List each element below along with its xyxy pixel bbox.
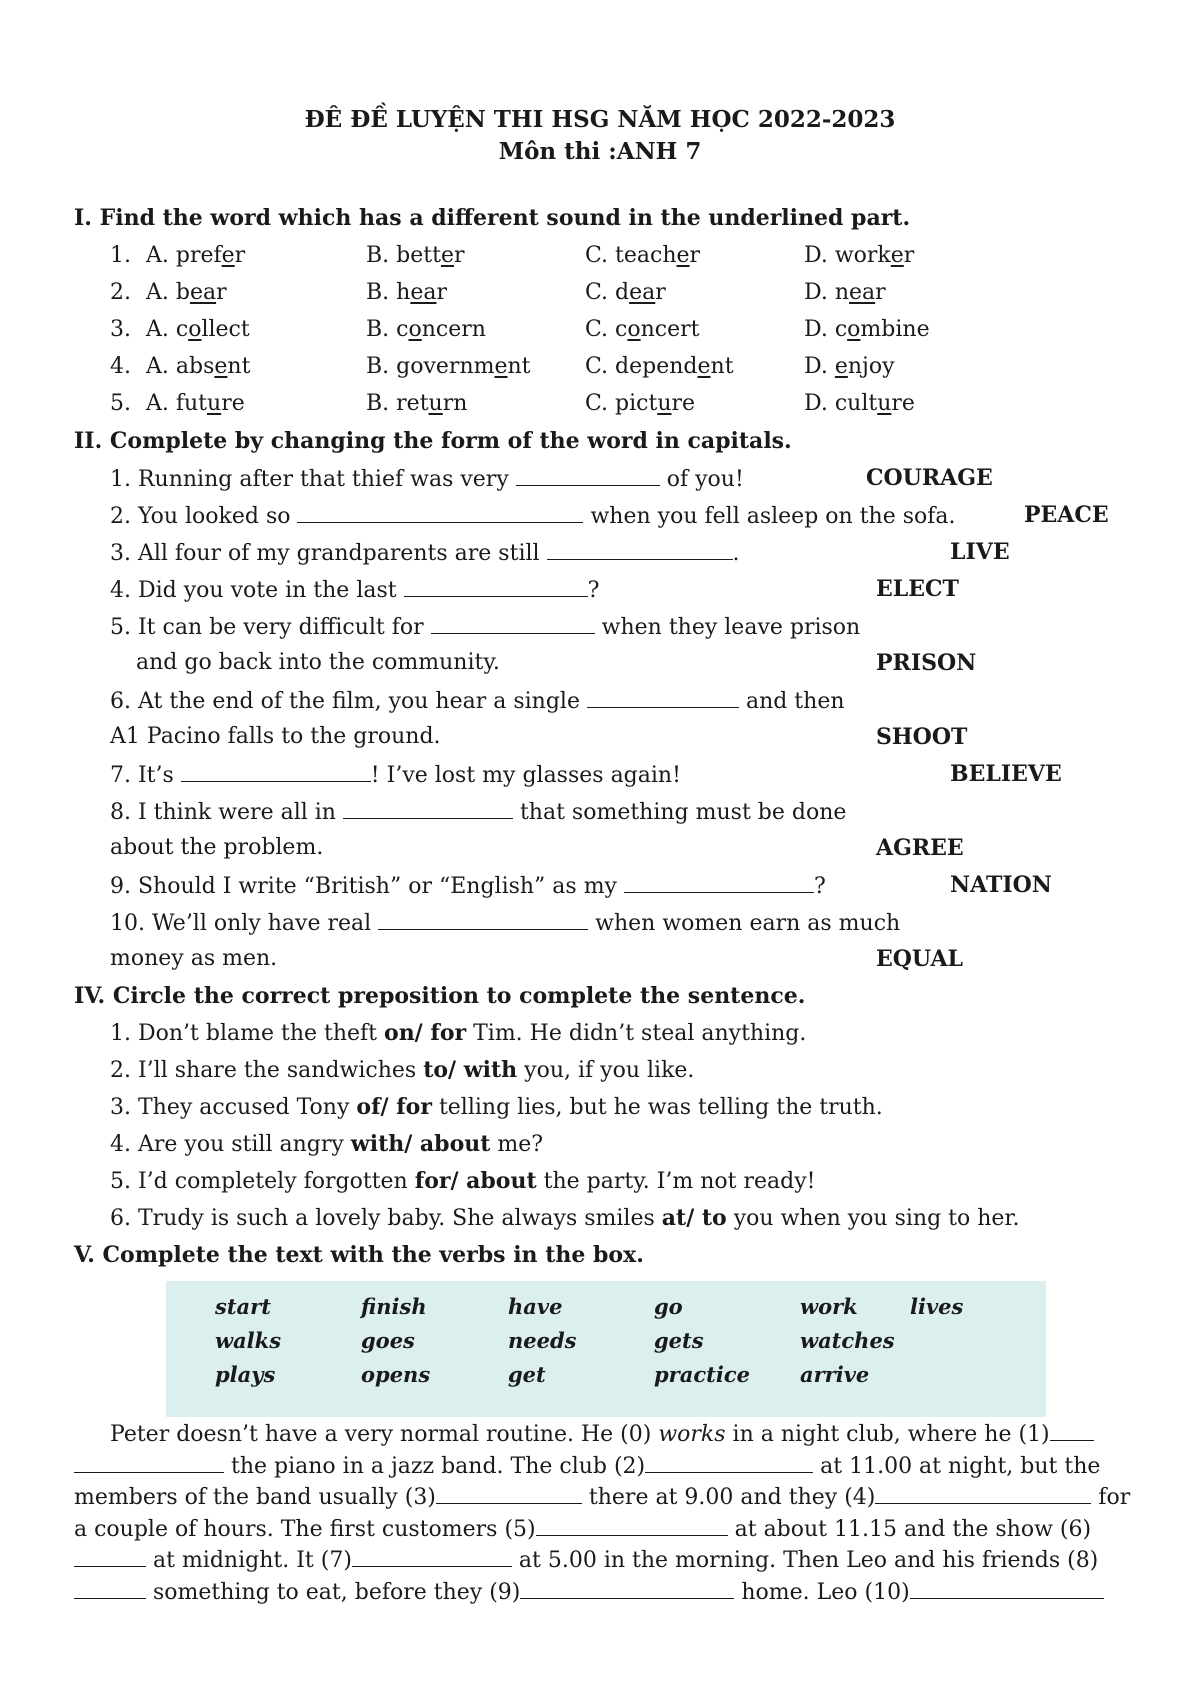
verb-option: work: [800, 1294, 858, 1319]
cloze-line-3: [74, 1482, 1139, 1514]
s1-item-number: 3.: [110, 317, 131, 342]
underlined-sound: e: [697, 354, 711, 379]
s2-item-6-after: and then: [738, 689, 845, 714]
answer-blank-8[interactable]: [74, 1582, 146, 1599]
text-span: members of the band usually (3): [74, 1485, 436, 1510]
s2-item-6-before: 6. At the end of the film, you hear a single: [110, 689, 587, 714]
s2-item-5-cont: and go back into the community.: [136, 650, 500, 675]
underlined-sound: o: [188, 317, 202, 342]
s1-option-c: C. concert: [585, 317, 700, 342]
cloze-line-6: [74, 1577, 1139, 1609]
page-title: ĐÊ ĐỀ LUYỆN THI HSG NĂM HỌC 2022-2023: [304, 106, 896, 133]
verb-option: goes: [361, 1328, 415, 1353]
text-span: Peter doesn’t have a very normal routine. He (0): [110, 1422, 659, 1447]
verb-option: start: [215, 1294, 271, 1319]
verb-option: opens: [361, 1362, 431, 1387]
section-5-heading: V. Complete the text with the verbs in the box.: [74, 1242, 644, 1268]
underlined-sound: e: [890, 243, 904, 268]
s2-item-8-word: AGREE: [876, 835, 964, 861]
example-answer: works: [658, 1422, 726, 1447]
s2-item-1-word: COURAGE: [866, 465, 993, 491]
text-span: for: [1091, 1485, 1131, 1510]
answer-blank[interactable]: [547, 541, 733, 560]
s2-item-3-after: .: [732, 541, 740, 566]
s1-option-b: B. concern: [366, 317, 486, 342]
s2-item-5: [110, 615, 860, 639]
underlined-sound: u: [657, 391, 672, 416]
s1-option-c: C. teacher: [585, 243, 701, 268]
s2-item-10-before: 10. We’ll only have real: [110, 911, 379, 936]
preposition-choice[interactable]: for/ about: [414, 1168, 537, 1194]
preposition-choice[interactable]: on/ for: [384, 1020, 467, 1046]
s2-item-10: [110, 911, 900, 935]
cloze-line-1: [74, 1419, 1139, 1451]
verb-option: have: [508, 1294, 563, 1319]
underlined-sound: u: [207, 391, 222, 416]
s1-option-a: A. collect: [146, 317, 250, 342]
s2-item-9-after: ?: [813, 874, 826, 899]
s2-item-8: [110, 800, 846, 824]
preposition-choice[interactable]: at/ to: [661, 1205, 727, 1231]
cloze-paragraph: [74, 1419, 1139, 1608]
s1-option-a: A. prefer: [146, 243, 246, 268]
s2-item-8-after: that something must be done: [512, 800, 847, 825]
verb-option: needs: [508, 1328, 577, 1353]
underlined-sound: o: [847, 317, 861, 342]
s1-option-c: C. dear: [585, 280, 666, 305]
answer-blank-3[interactable]: [436, 1487, 582, 1504]
s4-item: 1. Don’t blame the theft on/ for Tim. He didn’t steal anything.: [110, 1020, 807, 1046]
s1-item-number: 1.: [110, 243, 131, 268]
text-span: at 11.00 at night, but the: [813, 1453, 1101, 1479]
answer-blank[interactable]: [404, 578, 588, 597]
answer-blank-6[interactable]: [74, 1550, 146, 1567]
answer-blank[interactable]: [624, 874, 814, 893]
answer-blank-4[interactable]: [875, 1487, 1091, 1504]
s2-item-2-after: when you fell asleep on the sofa.: [583, 504, 956, 529]
text-span: the piano in a jazz band. The club (2): [224, 1453, 646, 1479]
s1-option-d: D. near: [804, 280, 886, 305]
text-span: home. Leo (10): [734, 1579, 910, 1605]
underlined-sound: e: [834, 354, 848, 379]
s1-option-c: C. picture: [585, 391, 696, 416]
text-span: in a night club, where he (1): [725, 1422, 1050, 1447]
s2-item-4-after: ?: [587, 578, 600, 603]
s2-item-3-word: LIVE: [950, 539, 1010, 565]
s2-item-6-cont: A1 Pacino falls to the ground.: [110, 724, 441, 749]
s2-item-3: [110, 541, 740, 565]
section-1-heading: I. Find the word which has a different sound in the underlined part.: [74, 205, 911, 231]
s1-item-number: 5.: [110, 391, 131, 416]
answer-blank[interactable]: [378, 911, 588, 930]
s2-item-3-before: 3. All four of my grandparents are still: [110, 541, 547, 566]
cloze-line-5: [74, 1545, 1139, 1577]
underlined-sound: e: [440, 243, 454, 268]
text-span: at about 11.15 and the show (6): [727, 1516, 1092, 1542]
s2-item-4-word: ELECT: [876, 576, 959, 602]
underlined-sound: e: [214, 354, 228, 379]
answer-blank-7[interactable]: [352, 1550, 512, 1567]
underlined-sound: ea: [410, 280, 437, 305]
s2-item-7-after: ! I’ve lost my glasses again!: [370, 763, 681, 788]
s2-item-10-after: when women earn as much: [588, 911, 901, 936]
s2-item-5-word: PRISON: [876, 650, 977, 676]
preposition-choice[interactable]: with/ about: [350, 1131, 491, 1157]
verb-option: lives: [910, 1294, 964, 1319]
verb-option: finish: [361, 1294, 427, 1319]
s2-item-9-word: NATION: [950, 872, 1052, 898]
verb-option: gets: [654, 1328, 704, 1353]
answer-blank-5[interactable]: [536, 1519, 728, 1536]
s2-item-7-word: BELIEVE: [950, 761, 1062, 787]
s4-item: 3. They accused Tony of/ for telling lies, but he was telling the truth.: [110, 1094, 883, 1120]
s1-option-d: D. combine: [804, 317, 930, 342]
underlined-sound: o: [408, 317, 422, 342]
s1-option-d: D. worker: [804, 243, 915, 268]
s1-option-b: B. return: [366, 391, 468, 416]
verb-option: go: [654, 1294, 683, 1319]
s4-item: 2. I’ll share the sandwiches to/ with you, if you like.: [110, 1057, 695, 1083]
s2-item-1-after: of you!: [659, 467, 744, 492]
underlined-sound: e: [494, 354, 508, 379]
s2-item-9: [110, 874, 826, 898]
answer-blank-1[interactable]: [1050, 1424, 1094, 1441]
answer-blank-9[interactable]: [520, 1582, 734, 1599]
underlined-sound: e: [676, 243, 690, 268]
section-4-heading: IV. Circle the correct preposition to complete the sentence.: [74, 983, 806, 1009]
s1-option-d: D. enjoy: [804, 354, 895, 379]
answer-blank[interactable]: [343, 800, 513, 819]
underlined-sound: ea: [629, 280, 656, 305]
s1-item-number: 4.: [110, 354, 131, 379]
s2-item-6-word: SHOOT: [876, 724, 968, 750]
verb-option: practice: [654, 1362, 750, 1387]
answer-blank[interactable]: [181, 763, 371, 782]
verb-option: arrive: [800, 1362, 870, 1387]
s2-item-7-before: 7. It’s: [110, 763, 181, 788]
s2-item-4-before: 4. Did you vote in the last: [110, 578, 404, 603]
s1-option-a: A. bear: [146, 280, 227, 305]
s1-item-number: 2.: [110, 280, 131, 305]
s2-item-5-after: when they leave prison: [594, 615, 861, 640]
text-span: at 5.00 in the morning. Then Leo and his friends (8): [511, 1548, 1099, 1573]
s4-item: 5. I’d completely forgotten for/ about the party. I’m not ready!: [110, 1168, 816, 1194]
s1-option-a: A. absent: [146, 354, 251, 379]
verb-option: get: [508, 1362, 546, 1387]
answer-blank-1-cont[interactable]: [74, 1456, 224, 1473]
s2-item-6: [110, 689, 845, 713]
verb-option: plays: [215, 1362, 276, 1387]
s2-item-9-before: 9. Should I write “British” or “English” as my: [110, 874, 624, 899]
s1-option-a: A. future: [146, 391, 245, 416]
verb-option: watches: [800, 1328, 895, 1353]
answer-blank-10[interactable]: [910, 1582, 1104, 1599]
s2-item-8-cont: about the problem.: [110, 835, 324, 860]
s4-item: 4. Are you still angry with/ about me?: [110, 1131, 544, 1157]
preposition-choice[interactable]: of/ for: [356, 1094, 432, 1120]
answer-blank-2[interactable]: [645, 1456, 813, 1473]
preposition-choice[interactable]: to/ with: [423, 1057, 518, 1083]
underlined-sound: u: [877, 391, 892, 416]
underlined-sound: ea: [849, 280, 876, 305]
text-span: something to eat, before they (9): [146, 1579, 521, 1605]
page-subtitle: Môn thi :ANH 7: [498, 138, 702, 165]
underlined-sound: u: [428, 391, 443, 416]
s2-item-1-before: 1. Running after that thief was very: [110, 467, 516, 492]
answer-blank[interactable]: [297, 504, 583, 523]
s1-option-d: D. culture: [804, 391, 915, 416]
answer-blank[interactable]: [516, 467, 660, 486]
s1-option-b: B. hear: [366, 280, 447, 305]
answer-blank[interactable]: [587, 689, 739, 708]
underlined-sound: e: [221, 243, 235, 268]
s2-item-2: [110, 504, 956, 528]
s2-item-8-before: 8. I think were all in: [110, 800, 343, 825]
s2-item-2-before: 2. You looked so: [110, 504, 298, 529]
verb-option: walks: [215, 1328, 282, 1353]
s2-item-7: [110, 763, 681, 787]
answer-blank[interactable]: [431, 615, 595, 634]
s1-option-b: B. better: [366, 243, 465, 268]
s2-item-10-word: EQUAL: [876, 946, 963, 972]
cloze-line-2: [74, 1451, 1139, 1483]
s2-item-5-before: 5. It can be very difficult for: [110, 615, 431, 640]
cloze-line-4: [74, 1514, 1139, 1546]
section-2-heading: II. Complete by changing the form of the word in capitals.: [74, 428, 792, 454]
s2-item-2-word: PEACE: [1024, 502, 1109, 528]
s1-option-b: B. government: [366, 354, 531, 379]
s4-item: 6. Trudy is such a lovely baby. She always smiles at/ to you when you sing to her.: [110, 1205, 1020, 1231]
text-span: at midnight. It (7): [146, 1548, 352, 1573]
s2-item-1: [110, 467, 744, 491]
underlined-sound: o: [627, 317, 641, 342]
s2-item-4: [110, 578, 599, 602]
s1-option-c: C. dependent: [585, 354, 734, 379]
underlined-sound: ea: [189, 280, 217, 305]
text-span: there at 9.00 and they (4): [581, 1485, 876, 1510]
s2-item-10-cont: money as men.: [110, 946, 278, 971]
text-span: a couple of hours. The first customers (5): [74, 1516, 536, 1542]
